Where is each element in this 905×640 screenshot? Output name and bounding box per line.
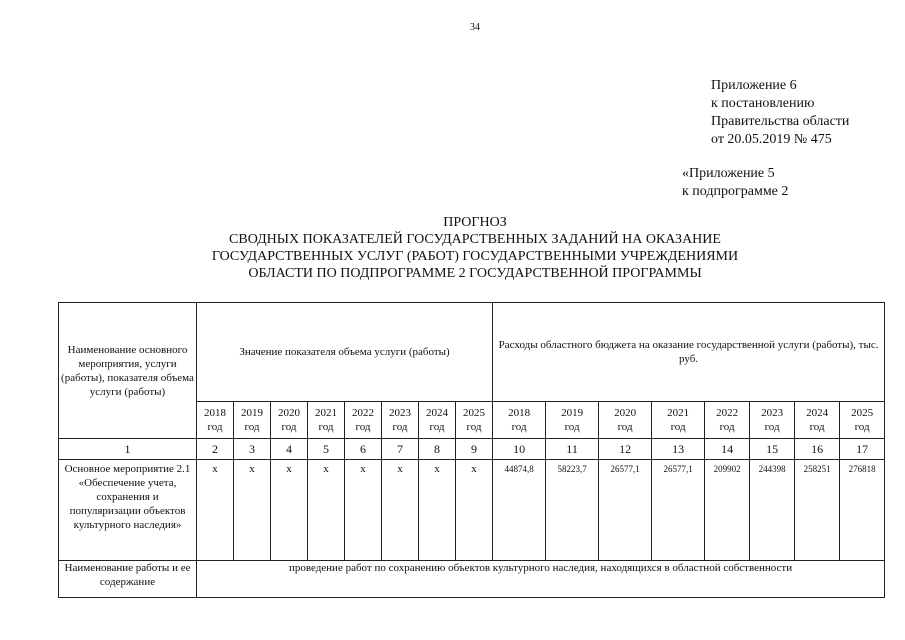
- year-header-cell: [382, 402, 419, 439]
- column-number-cell: 14: [705, 439, 750, 460]
- title-line: ОБЛАСТИ ПО ПОДПРОГРАММЕ 2 ГОСУДАРСТВЕННОЙ ПРОГРАММЫ: [248, 266, 702, 281]
- indicator-value-cell: x: [382, 460, 419, 561]
- year-unit: год: [511, 421, 527, 433]
- year-value: 2022: [352, 407, 374, 419]
- column-number-cell: 13: [652, 439, 705, 460]
- indicator-value-cell: x: [234, 460, 271, 561]
- year-value: 2019: [561, 407, 584, 419]
- indicator-value-cell: x: [308, 460, 345, 561]
- title-line: ГОСУДАРСТВЕННЫХ УСЛУГ (РАБОТ) ГОСУДАРСТВЕННЫМИ УЧРЕЖДЕНИЯМИ: [211, 249, 739, 264]
- expense-value-cell: 58223,7: [546, 460, 599, 561]
- year-unit: год: [355, 421, 371, 433]
- annex-line: от 20.05.2019 № 475: [711, 132, 832, 147]
- year-header-cell: [345, 402, 382, 439]
- year-value: 2019: [241, 407, 263, 419]
- year-header-cell: [652, 402, 705, 439]
- year-unit: год: [318, 421, 334, 433]
- year-header-cell: [750, 402, 795, 439]
- table-row: [59, 561, 885, 598]
- indicator-value-cell: x: [345, 460, 382, 561]
- expense-value-cell: 276818: [840, 460, 885, 561]
- year-value: 2025: [463, 407, 486, 419]
- year-value: 2018: [508, 407, 531, 419]
- column-number-cell: 7: [382, 439, 419, 460]
- annex-sub-line: к подпрограмме 2: [682, 184, 789, 199]
- year-header-cell: [234, 402, 271, 439]
- year-unit: год: [564, 421, 580, 433]
- year-header-cell: [840, 402, 885, 439]
- column-number-cell: 11: [546, 439, 599, 460]
- year-value: 2025: [851, 407, 874, 419]
- year-header-cell: [419, 402, 456, 439]
- annex-line: Правительства области: [711, 114, 850, 129]
- year-value: 2020: [614, 407, 637, 419]
- year-unit: год: [466, 421, 482, 433]
- column-number-cell: 17: [840, 439, 885, 460]
- page-number: 34: [470, 22, 480, 33]
- column-number-cell: 8: [419, 439, 456, 460]
- year-header-cell: [705, 402, 750, 439]
- column-number-cell: 2: [197, 439, 234, 460]
- year-unit: год: [617, 421, 633, 433]
- year-unit: год: [854, 421, 870, 433]
- year-unit: год: [392, 421, 408, 433]
- header-expense-cell: Расходы областного бюджета на оказание государственной услуги (работы), тыс. руб.: [493, 303, 885, 402]
- year-unit: год: [281, 421, 297, 433]
- year-unit: год: [719, 421, 735, 433]
- expense-value-cell: 26577,1: [599, 460, 652, 561]
- column-numbers-row: [59, 439, 885, 460]
- annex-line: к постановлению: [711, 96, 815, 111]
- title-line: ПРОГНОЗ: [443, 215, 507, 230]
- indicator-value-cell: x: [419, 460, 456, 561]
- header-value-cell: Значение показателя объема услуги (работы): [197, 303, 493, 402]
- indicator-value-cell: x: [456, 460, 493, 561]
- indicator-value-cell: x: [197, 460, 234, 561]
- column-number-cell: 16: [795, 439, 840, 460]
- year-value: 2022: [716, 407, 739, 419]
- year-value: 2024: [806, 407, 829, 419]
- year-value: 2018: [204, 407, 226, 419]
- expense-value-cell: 209902: [705, 460, 750, 561]
- column-number-cell: 1: [59, 439, 197, 460]
- column-number-cell: 3: [234, 439, 271, 460]
- year-value: 2023: [761, 407, 784, 419]
- column-number-cell: 6: [345, 439, 382, 460]
- work-content-cell: проведение работ по сохранению объектов культурного наследия, находящихся в областной собственности: [197, 561, 885, 598]
- year-header-cell: [493, 402, 546, 439]
- annex-line: Приложение 6: [711, 78, 797, 93]
- main-activity-name: Основное мероприятие 2.1 «Обеспечение учета, сохранения и популяризации объектов культурного наследия»: [59, 460, 197, 561]
- annex-sub-block: [682, 165, 788, 201]
- year-header-cell: [546, 402, 599, 439]
- column-number-cell: 15: [750, 439, 795, 460]
- year-value: 2024: [426, 407, 448, 419]
- year-value: 2021: [667, 407, 690, 419]
- table-row: [59, 460, 885, 561]
- forecast-table: [58, 302, 885, 598]
- year-header-cell: [308, 402, 345, 439]
- expense-value-cell: 258251: [795, 460, 840, 561]
- document-title: [120, 214, 830, 282]
- column-number-cell: 4: [271, 439, 308, 460]
- expense-value-cell: 44874,8: [493, 460, 546, 561]
- year-value: 2020: [278, 407, 300, 419]
- title-line: СВОДНЫХ ПОКАЗАТЕЛЕЙ ГОСУДАРСТВЕННЫХ ЗАДАНИЙ НА ОКАЗАНИЕ: [229, 232, 721, 247]
- year-unit: год: [429, 421, 445, 433]
- annex-sub-line: «Приложение 5: [682, 166, 775, 181]
- year-header-cell: [456, 402, 493, 439]
- column-number-cell: 10: [493, 439, 546, 460]
- column-number-cell: 5: [308, 439, 345, 460]
- year-header-cell: [599, 402, 652, 439]
- year-value: 2021: [315, 407, 337, 419]
- annex-block: [711, 77, 849, 149]
- year-header-cell: [795, 402, 840, 439]
- year-unit: год: [670, 421, 686, 433]
- year-unit: год: [244, 421, 260, 433]
- year-unit: год: [809, 421, 825, 433]
- column-number-cell: 12: [599, 439, 652, 460]
- column-number-cell: 9: [456, 439, 493, 460]
- expense-value-cell: 244398: [750, 460, 795, 561]
- indicator-value-cell: x: [271, 460, 308, 561]
- work-label-cell: Наименование работы и ее содержание: [59, 561, 197, 598]
- year-value: 2023: [389, 407, 411, 419]
- year-header-cell: [271, 402, 308, 439]
- header-name-cell: Наименование основного мероприятия, услуги (работы), показателя объема услуги (работы): [59, 303, 197, 439]
- expense-value-cell: 26577,1: [652, 460, 705, 561]
- year-unit: год: [764, 421, 780, 433]
- year-unit: год: [207, 421, 223, 433]
- year-header-cell: [197, 402, 234, 439]
